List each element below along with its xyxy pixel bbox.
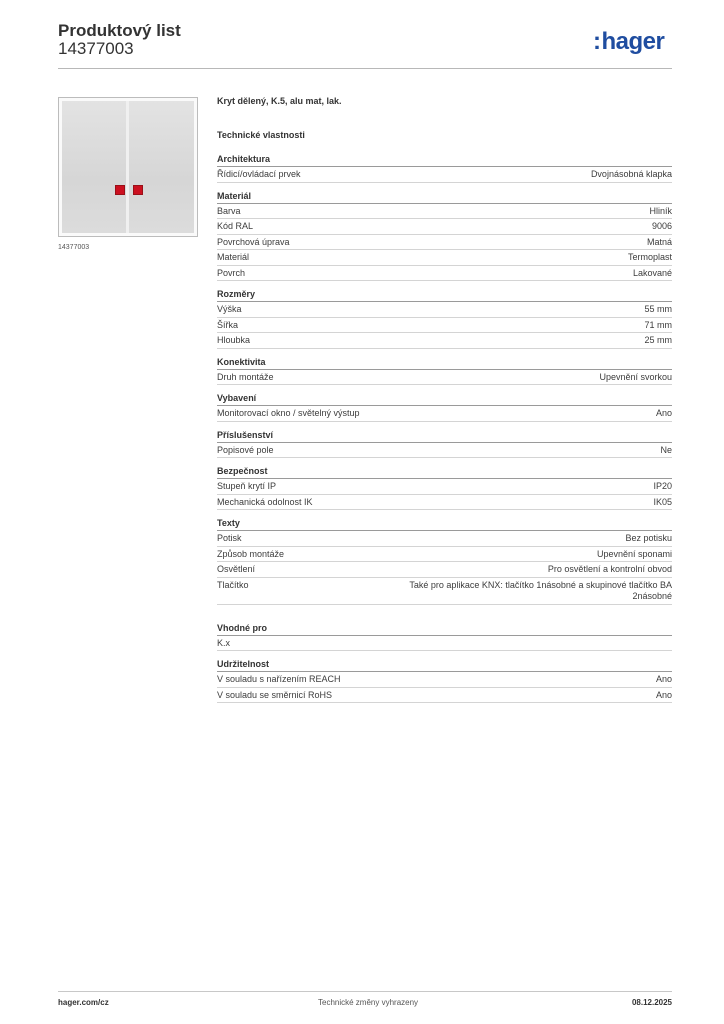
- spec-row: [217, 302, 672, 318]
- spec-value: Lakované: [632, 267, 672, 278]
- section-title: Materiál: [217, 191, 672, 204]
- spec-section: [217, 623, 672, 652]
- spec-key: Hloubka: [217, 335, 251, 345]
- spec-row: [217, 531, 672, 547]
- image-caption: 14377003: [58, 244, 90, 251]
- logo-text: hager: [601, 28, 665, 55]
- rocker-left: [62, 101, 126, 233]
- document-title: Produktový list: [58, 21, 181, 40]
- spec-section: [217, 289, 672, 349]
- section-title: Vhodné pro: [217, 623, 672, 636]
- section-title: Architektura: [217, 154, 672, 167]
- spec-row: [217, 636, 672, 652]
- spec-value: Bez potisku: [625, 533, 672, 543]
- spec-value: 25 mm: [644, 335, 672, 345]
- spec-row: [217, 562, 672, 578]
- spec-key: Šířka: [217, 319, 239, 330]
- header-divider: [58, 68, 672, 69]
- spec-row: [217, 495, 672, 511]
- section-title: Bezpečnost: [217, 466, 672, 479]
- section-title: Texty: [217, 518, 672, 531]
- spec-value: Ano: [655, 674, 672, 684]
- spec-key: Tlačítko: [217, 579, 249, 590]
- spec-section: [217, 518, 672, 605]
- spec-row: [217, 266, 672, 282]
- spec-row: [217, 370, 672, 386]
- spec-value: Matná: [646, 236, 672, 247]
- spec-row: [217, 406, 672, 422]
- spec-row: [217, 688, 672, 704]
- spec-key: Potisk: [217, 533, 242, 543]
- spec-section: [217, 393, 672, 422]
- spec-value: Ne: [660, 444, 672, 455]
- spec-row: [217, 333, 672, 349]
- technical-heading: Technické vlastnosti: [217, 130, 305, 140]
- spec-row: [217, 167, 672, 183]
- spec-value: Dvojnásobná klapka: [590, 169, 672, 179]
- spec-key: Povrch: [217, 267, 246, 278]
- spec-row: [217, 672, 672, 688]
- spec-key: Výška: [217, 304, 242, 314]
- product-image: [58, 97, 198, 237]
- spec-row: [217, 219, 672, 235]
- spec-value: Upevnění svorkou: [599, 371, 672, 382]
- spec-key: Barva: [217, 205, 241, 216]
- product-description: Kryt dělený, K.5, alu mat, lak.: [217, 96, 342, 106]
- spec-value: Pro osvětlení a kontrolní obvod: [547, 564, 672, 574]
- spec-section: [217, 191, 672, 282]
- logo-colon: :: [593, 28, 601, 55]
- spec-key: Mechanická odolnost IK: [217, 496, 313, 507]
- footer-website: hager.com/cz: [58, 998, 109, 1007]
- section-title: Konektivita: [217, 357, 672, 370]
- section-title: Příslušenství: [217, 430, 672, 443]
- section-title: Udržitelnost: [217, 659, 672, 672]
- indicator-window-left: [115, 185, 125, 195]
- spec-row: [217, 250, 672, 266]
- spec-key: Osvětlení: [217, 564, 256, 574]
- spec-value: Ano: [655, 408, 672, 418]
- spec-value: Také pro aplikace KNX: tlačítko 1násobné a skupinové tlačítko BA 2násobné: [409, 579, 672, 601]
- spec-key: Materiál: [217, 252, 250, 262]
- spec-value: 9006: [651, 221, 672, 231]
- spec-value: 71 mm: [644, 319, 672, 330]
- spec-value: Termoplast: [627, 252, 672, 262]
- product-number: 14377003: [58, 39, 134, 58]
- spec-section: [217, 466, 672, 510]
- spec-key: Kód RAL: [217, 221, 254, 231]
- rocker-right: [129, 101, 194, 233]
- spec-value: IP20: [653, 481, 672, 491]
- spec-key: Druh montáže: [217, 371, 274, 382]
- footer-notice: Technické změny vyhrazeny: [318, 998, 419, 1007]
- spec-key: Stupeň krytí IP: [217, 481, 277, 491]
- spec-row: [217, 443, 672, 459]
- section-title: Vybavení: [217, 393, 672, 406]
- spec-value: IK05: [653, 496, 672, 507]
- spec-key: Řídicí/ovládací prvek: [217, 169, 301, 179]
- spec-row: [217, 578, 672, 605]
- section-title: Rozměry: [217, 289, 672, 302]
- spec-row: [217, 318, 672, 334]
- spec-value: Upevnění sponami: [596, 548, 672, 559]
- spec-key: Povrchová úprava: [217, 236, 290, 247]
- footer-divider: [58, 991, 672, 992]
- spec-value: Ano: [655, 689, 672, 700]
- spec-key: K.x: [217, 637, 231, 648]
- spec-key: V souladu s nařízením REACH: [217, 674, 341, 684]
- spec-section: [217, 357, 672, 386]
- spec-value: Hliník: [649, 205, 672, 216]
- spec-sections: [217, 154, 672, 703]
- spec-value: 55 mm: [644, 304, 672, 314]
- spec-row: [217, 235, 672, 251]
- spec-key: Způsob montáže: [217, 548, 285, 559]
- indicator-window-right: [133, 185, 143, 195]
- specification-content: [217, 96, 672, 711]
- spec-row: [217, 547, 672, 563]
- spec-section: [217, 430, 672, 459]
- spec-key: Popisové pole: [217, 444, 274, 455]
- hager-logo: [593, 28, 664, 56]
- spec-section: [217, 659, 672, 703]
- spec-section: [217, 154, 672, 183]
- spec-row: [217, 204, 672, 220]
- spec-row: [217, 479, 672, 495]
- footer-date: 08.12.2025: [631, 998, 672, 1007]
- spec-key: Monitorovací okno / světelný výstup: [217, 408, 360, 418]
- spec-key: V souladu se směrnicí RoHS: [217, 689, 333, 700]
